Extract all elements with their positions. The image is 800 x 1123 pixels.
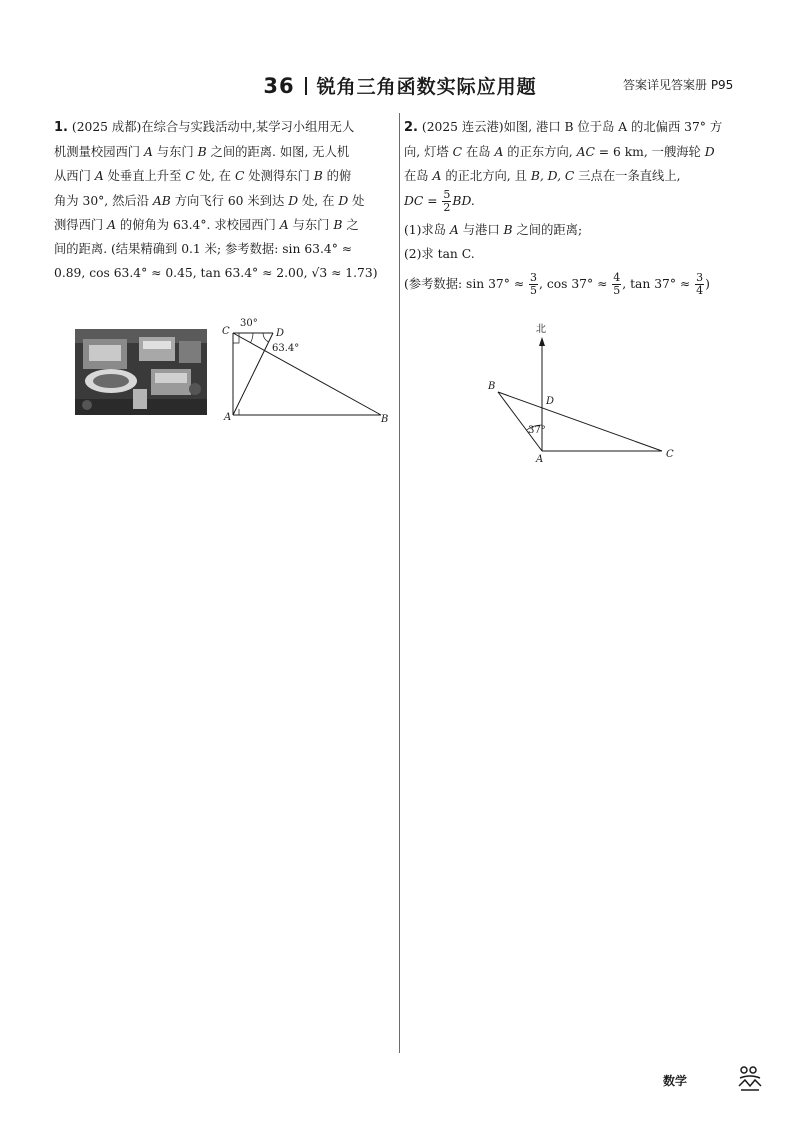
question-2-reference-data: (参考数据: sin 37° ≈ $\frac{3}{5}$ , cos 37° ≈ $\frac{4}{5}$ , tan 37° ≈ $\frac{3}{4}$ ) xyxy=(404,271,710,298)
point-a-label: A xyxy=(224,412,232,423)
footer-subject: 数学 xyxy=(663,1074,688,1088)
point-b-label: B xyxy=(381,414,389,425)
section-title: 锐角三角函数实际应用题 xyxy=(316,76,537,98)
question-2 xyxy=(404,115,746,297)
question-2-part-1: (1)求岛 A 与港口 B 之间的距离; xyxy=(404,222,583,237)
point-b-label: B xyxy=(488,381,496,392)
question-1-source: (2025 成都) xyxy=(71,120,142,134)
question-1 xyxy=(54,115,390,285)
question-1-text: 1. (2025 成都)在综合与实践活动中,某学习小组用无人 机测量校园西门 A 与东门 B 之间的距离. 如图, 无人机 从西门 A 处垂直上升至 C 处, 在 C 处测得东门 B 的俯 角为 30°, 然后沿 AB 方向飞行 60 米到达 D 处, 在 D 处 测得西门 A 的俯角为 63.4°. 求校园西门 A 与东门 B 之 间的距离. (结果精确到 0.1 米; 参考数据: sin 63.4° ≈ 0.89, cos 63.4° ≈ 0.45, tan 63.4° ≈ 2.00, √3 ≈ 1.73) xyxy=(54,120,378,281)
question-2-figure xyxy=(480,320,680,470)
question-2-part-2: (2)求 tan C. xyxy=(404,246,475,261)
campus-aerial-photo xyxy=(75,329,207,415)
question-1-figure xyxy=(218,316,394,428)
north-label: 北 xyxy=(536,324,546,335)
question-2-number: 2. xyxy=(404,120,418,135)
angle-37-label: 37° xyxy=(528,425,546,436)
point-d-label: D xyxy=(546,396,555,407)
angle-63-label: 63.4° xyxy=(272,343,300,354)
publisher-logo-icon xyxy=(737,1064,763,1094)
point-d-label: D xyxy=(276,328,285,339)
column-divider xyxy=(399,113,400,1053)
title-divider xyxy=(305,77,307,95)
angle-30-label: 30° xyxy=(240,318,258,329)
point-a-label: A xyxy=(536,454,544,465)
question-2-source: (2025 连云港) xyxy=(421,120,504,134)
fraction-5-2: $\frac{5}{2}$ xyxy=(443,187,451,214)
point-c-label: C xyxy=(222,326,230,337)
section-number: 36 xyxy=(263,74,295,98)
question-1-number: 1. xyxy=(54,120,68,135)
point-c-label: C xyxy=(666,449,674,460)
question-2-text: 2. (2025 连云港)如图, 港口 B 位于岛 A 的北偏西 37° 方 向, 灯塔 C 在岛 A 的正东方向, AC = 6 km, 一艘海轮 D 在岛 A 的正北方向, 且 B, D, C 三点在一条直线上, DC = $\frac{5}{2}$ BD. xyxy=(404,120,723,214)
answer-reference: 答案详见答案册 P95 xyxy=(623,78,734,92)
